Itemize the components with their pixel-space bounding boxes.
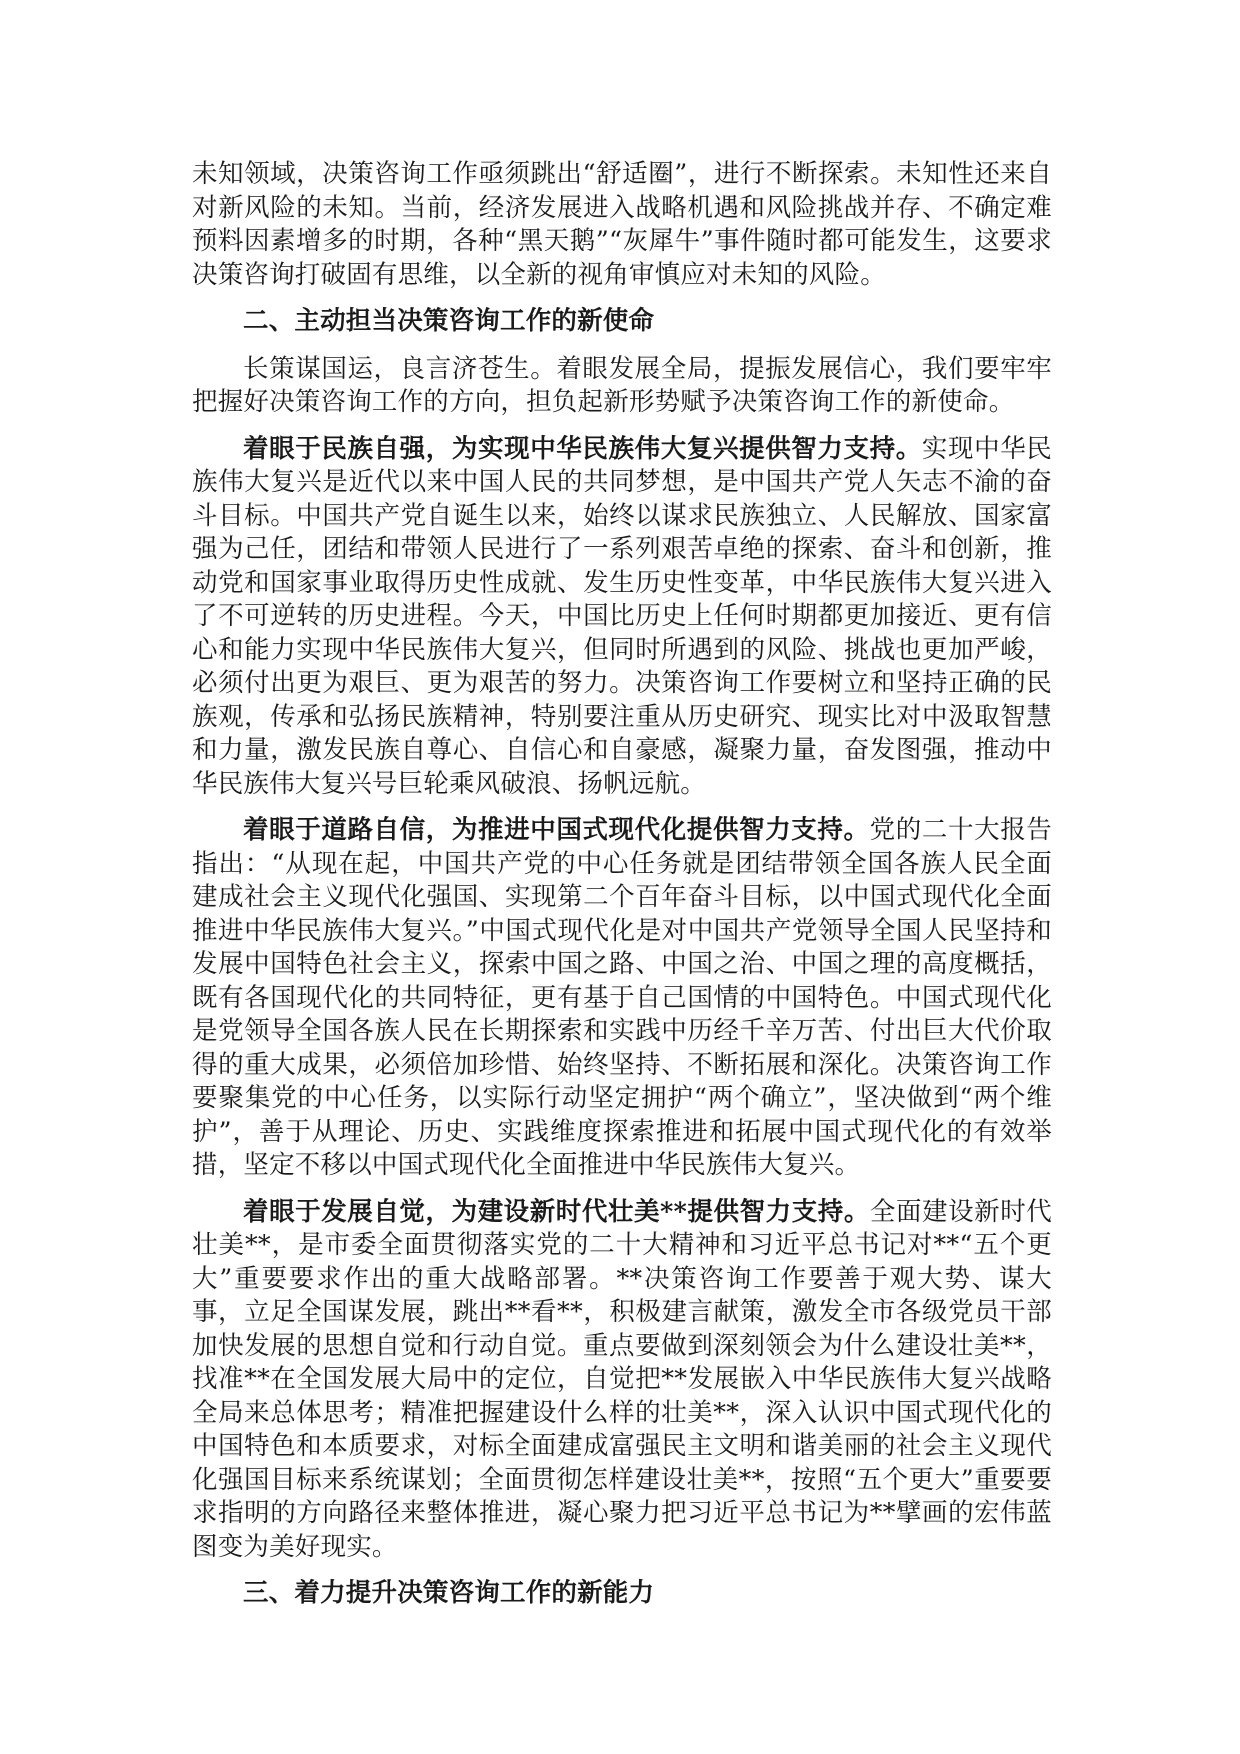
paragraph-lead: 着眼于民族自强，为实现中华民族伟大复兴提供智力支持。 xyxy=(243,433,922,464)
paragraph-text: 党的二十大报告指出：“从现在起，中国共产党的中心任务就是团结带领全国各族人民全面建成社会主义现代化强国、实现第二个百年奋斗目标，以中国式现代化全面推进中华民族伟大复兴。”中国式现代化是对中国共产党领导全国人民坚持和发展中国特色社会主义，探索中国之路、中国之治、中国之理的高度概括，既有各国现代化的共同特征，更有基于自己国情的中国特色。中国式现代化是党领导全国各族人民在长期探索和实践中历经千辛万苦、付出巨大代价取得的重大成果，必须倍加珍惜、始终坚持、不断拓展和深化。决策咨询工作要聚集党的中心任务，以实际行动坚定拥护“两个确立”，坚决做到“两个维护”，善于从理论、历史、实践维度探索推进和拓展中国式现代化的有效举措，坚定不移以中国式现代化全面推进中华民族伟大复兴。 xyxy=(192,815,1052,1180)
paragraph-national-rejuvenation xyxy=(192,433,1052,802)
paragraph-lead: 着眼于发展自觉，为建设新时代壮美**提供智力支持。 xyxy=(243,1196,870,1227)
document-page xyxy=(192,158,1052,1625)
paragraph-text: 长策谋国运，良言济苍生。着眼发展全局，提振发展信心，我们要牢牢把握好决策咨询工作的方向，担负起新形势赋予决策咨询工作的新使命。 xyxy=(192,353,1052,417)
section-heading-2: 二、主动担当决策咨询工作的新使命 xyxy=(243,306,655,336)
section-heading-3: 三、着力提升决策咨询工作的新能力 xyxy=(243,1578,655,1608)
paragraph-text: 未知领域，决策咨询工作亟须跳出“舒适圈”，进行不断探索。未知性还来自对新风险的未知。当前，经济发展进入战略机遇和风险挑战并存、不确定难预料因素增多的时期，各种“黑天鹅”“灰犀牛”事件随时都可能发生，这要求决策咨询打破固有思维，以全新的视角审慎应对未知的风险。 xyxy=(192,159,1052,290)
paragraph-development xyxy=(192,1196,1052,1565)
paragraph-continuation xyxy=(192,158,1052,292)
paragraph-lead: 着眼于道路自信，为推进中国式现代化提供智力支持。 xyxy=(243,815,870,845)
paragraph-text: 实现中华民族伟大复兴是近代以来中国人民的共同梦想，是中国共产党人矢志不渝的奋斗目标。中国共产党自诞生以来，始终以谋求民族独立、人民解放、国家富强为己任，团结和带领人民进行了一系列艰苦卓绝的探索、奋斗和创新，推动党和国家事业取得历史性成就、发生历史性变革，中华民族伟大复兴进入了不可逆转的历史进程。今天，中国比历史上任何时期都更加接近、更有信心和能力实现中华民族伟大复兴，但同时所遇到的风险、挑战也更加严峻，必须付出更为艰巨、更为艰苦的努力。决策咨询工作要树立和坚持正确的民族观，传承和弘扬民族精神，特别要注重从历史研究、现实比对中汲取智慧和力量，激发民族自尊心、自信心和自豪感，凝聚力量，奋发图强，推动中华民族伟大复兴号巨轮乘风破浪、扬帆远航。 xyxy=(192,433,1052,799)
paragraph-intro xyxy=(192,353,1052,420)
paragraph-modernization xyxy=(192,814,1052,1183)
paragraph-text: 全面建设新时代壮美**，是市委全面贯彻落实党的二十大精神和习近平总书记对**“五个更大”重要要求作出的重大战略部署。**决策咨询工作要善于观大势、谋大事，立足全国谋发展，跳出**看**，积极建言献策，激发全市各级党员干部加快发展的思想自觉和行动自觉。重点要做到深刻领会为什么建设壮美**，找准**在全国发展大局中的定位，自觉把**发展嵌入中华民族伟大复兴战略全局来总体思考；精准把握建设什么样的壮美**，深入认识中国式现代化的中国特色和本质要求，对标全面建成富强民主文明和谐美丽的社会主义现代化强国目标来系统谋划；全面贯彻怎样建设壮美**，按照“五个更大”重要要求指明的方向路径来整体推进，凝心聚力把习近平总书记为**擘画的宏伟蓝图变为美好现实。 xyxy=(192,1196,1053,1562)
